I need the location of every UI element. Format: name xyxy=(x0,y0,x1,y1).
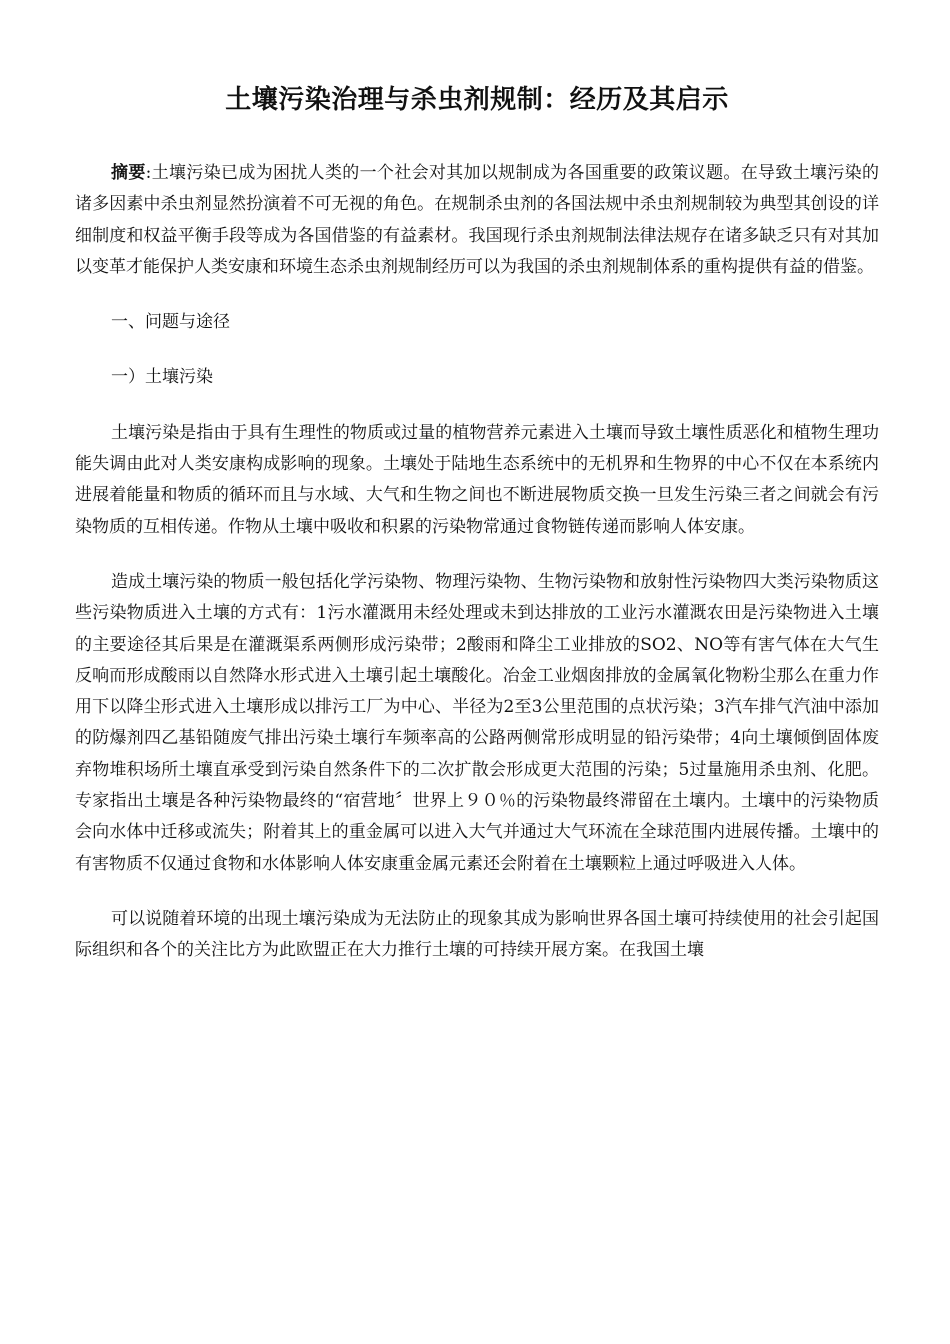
subsection-heading: 一）土壤污染 xyxy=(111,367,213,388)
abstract-text: 土壤污染已成为困扰人类的一个社会对其加以规制成为各国重要的政策议题。在导致土壤污染的诸多因素中杀虫剂显然扮演着不可无视的角色。在规制杀虫剂的各国法规中杀虫剂规制较为典型其创设的详细制度和权益平衡手段等成为各国借鉴的有益素材。我国现行杀虫剂规制法律法规存在诸多缺乏只有对其加以变革才能保护人类安康和环境生态杀虫剂规制经历可以为我国的杀虫剂规制体系的重构提供有益的借鉴。 xyxy=(75,163,880,277)
document-title: 土壤污染治理与杀虫剂规制：经历及其启示 xyxy=(225,85,729,115)
body-paragraph-2: 造成土壤污染的物质一般包括化学污染物、物理污染物、生物污染物和放射性污染物四大类污染物质这些污染物质进入土壤的方式有：1污水灌溉用未经处理或未到达排放的工业污水灌溉农田是污染物进入土壤的主要途径其后果是在灌溉渠系两侧形成污染带；2酸雨和降尘工业排放的SO2、NO等有害气体在大气生反响而形成酸雨以自然降水形式进入土壤引起土壤酸化。冶金工业烟囱排放的金属氧化物粉尘那么在重力作用下以降尘形式进入土壤形成以排污工厂为中心、半径为2至3公里范围的点状污染；3汽车排气汽油中添加的防爆剂四乙基铅随废气排出污染土壤行车频率高的公路两侧常形成明显的铅污染带；4向土壤倾倒固体废弃物堆积场所土壤直承受到污染自然条件下的二次扩散会形成更大范围的污染；5过量施用杀虫剂、化肥。专家指出土壤是各种污染物最终的“宿营地〞世界上９０％的污染物最终滞留在土壤内。土壤中的污染物质会向水体中迁移或流失；附着其上的重金属可以进入大气并通过大气环流在全球范围内进展传播。土壤中的有害物质不仅通过食物和水体影响人体安康重金属元素还会附着在土壤颗粒上通过呼吸进入人体。 xyxy=(75,571,879,874)
abstract-label: 摘要 xyxy=(111,163,146,183)
section-heading: 一、问题与途径 xyxy=(111,312,230,333)
document-body xyxy=(75,158,879,967)
abstract-separator: : xyxy=(145,163,152,183)
abstract-paragraph xyxy=(75,158,879,283)
body-paragraph-3: 可以说随着环境的出现土壤污染成为无法防止的现象其成为影响世界各国土壤可持续使用的社会引起国际组织和各个的关注比方为此欧盟正在大力推行土壤的可持续开展方案。在我国土壤 xyxy=(75,908,879,961)
body-paragraph-1: 土壤污染是指由于具有生理性的物质或过量的植物营养元素进入土壤而导致土壤性质恶化和植物生理功能失调由此对人类安康构成影响的现象。土壤处于陆地生态系统中的无机界和生物界的中心不仅在本系统内进展着能量和物质的循环而且与水域、大气和生物之间也不断进展物质交换一旦发生污染三者之间就会有污染物质的互相传递。作物从土壤中吸收和积累的污染物常通过食物链传递而影响人体安康。 xyxy=(75,422,879,537)
